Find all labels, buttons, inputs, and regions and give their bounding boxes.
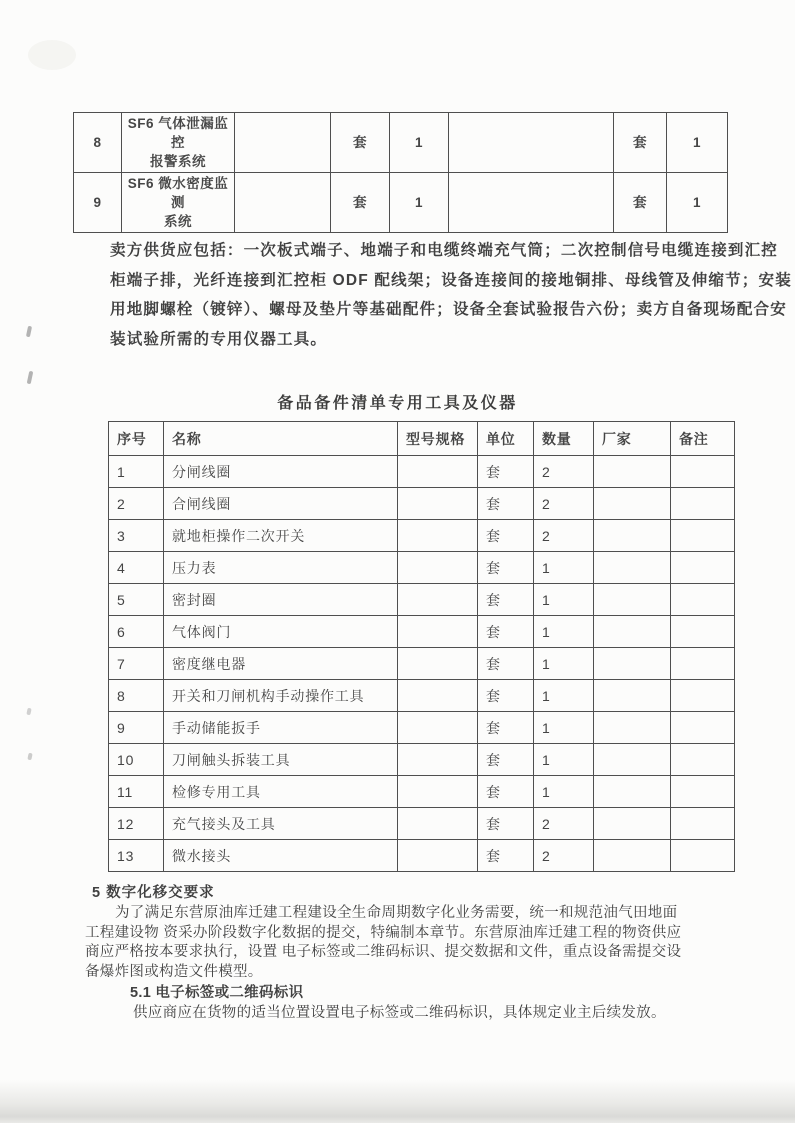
- tools-table-title: 备品备件清单专用工具及仪器: [277, 395, 518, 412]
- cell-model: [398, 808, 478, 840]
- cell-model: [398, 648, 478, 680]
- cell-qty: 1: [534, 584, 594, 616]
- cell-unit: 套: [331, 113, 390, 173]
- tools-table-body: [109, 456, 735, 872]
- cell-no: 13: [109, 840, 164, 872]
- cell-no: 2: [109, 488, 164, 520]
- cell-no: 7: [109, 648, 164, 680]
- cell-vendor: [594, 712, 671, 744]
- cell-no: 8: [74, 113, 122, 173]
- cell-name: 检修专用工具: [164, 776, 398, 808]
- section-5: [85, 883, 750, 1023]
- cell-note: [671, 584, 735, 616]
- table-row: [109, 776, 735, 808]
- cell-qty: 2: [534, 520, 594, 552]
- cell-note: [671, 680, 735, 712]
- header-cell: 厂家: [594, 422, 671, 456]
- smudge-mark: [28, 40, 76, 70]
- cell-vendor: [594, 744, 671, 776]
- cell-no: 4: [109, 552, 164, 584]
- table-row: [74, 173, 728, 233]
- cell-no: 3: [109, 520, 164, 552]
- cell-vendor: [594, 840, 671, 872]
- paragraph-line: 为了满足东营原油库迁建工程建设全生命周期数字化业务需要，统一和规范油气田地面: [115, 905, 678, 921]
- continued-equipment-table: [73, 112, 728, 233]
- name-line: SF6 气体泄漏监控: [127, 116, 229, 150]
- cell-vendor: [594, 552, 671, 584]
- cell-extra: [449, 173, 614, 233]
- header-cell: 序号: [109, 422, 164, 456]
- paragraph-line: 柜端子排，光纤连接到汇控柜 ODF 配线架；设备连接间的接地铜排、母线管及伸缩节；安装: [110, 271, 792, 289]
- cell-model: [398, 712, 478, 744]
- cell-unit: 套: [478, 744, 534, 776]
- section-5-1-body: 供应商应在货物的适当位置设置电子标签或二维码标识，具体规定业主后续发放。: [133, 1005, 666, 1021]
- table-row: [109, 616, 735, 648]
- continued-table-body: [74, 113, 728, 233]
- cell-note: [671, 520, 735, 552]
- cell-vendor: [594, 776, 671, 808]
- cell-unit: 套: [478, 712, 534, 744]
- pencil-mark: [27, 753, 32, 761]
- paragraph-line: 工程建设物 资采办阶段数字化数据的提交，特编制本章节。东营原油库迁建工程的物资供应: [85, 924, 682, 941]
- cell-name: 密封圈: [164, 584, 398, 616]
- cell-vendor: [594, 456, 671, 488]
- cell-model: [398, 520, 478, 552]
- cell-vendor: [594, 808, 671, 840]
- cell-vendor: [594, 616, 671, 648]
- cell-no: 10: [109, 744, 164, 776]
- cell-unit: 套: [478, 584, 534, 616]
- cell-unit: 套: [478, 488, 534, 520]
- cell-name: [122, 173, 235, 233]
- cell-name: [122, 113, 235, 173]
- header-cell: 名称: [164, 422, 398, 456]
- header-cell: 单位: [478, 422, 534, 456]
- cell-qty: 1: [390, 113, 449, 173]
- table-row: [109, 520, 735, 552]
- cell-qty: 2: [534, 808, 594, 840]
- section-5-body: [85, 904, 750, 982]
- cell-unit: 套: [478, 616, 534, 648]
- cell-no: 1: [109, 456, 164, 488]
- section-5-1-heading: 5.1 电子标签或二维码标识: [130, 985, 304, 1001]
- cell-model: [398, 584, 478, 616]
- table-row: [109, 712, 735, 744]
- pencil-mark: [27, 371, 34, 385]
- pencil-mark: [26, 708, 31, 716]
- cell-model: [398, 840, 478, 872]
- cell-unit: 套: [478, 840, 534, 872]
- table-row: [109, 648, 735, 680]
- cell-no: 12: [109, 808, 164, 840]
- cell-qty: 1: [534, 552, 594, 584]
- header-cell: 数量: [534, 422, 594, 456]
- table-row: [109, 680, 735, 712]
- cell-vendor: [594, 520, 671, 552]
- header-cell: 型号规格: [398, 422, 478, 456]
- cell-name: 就地柜操作二次开关: [164, 520, 398, 552]
- cell-vendor: [594, 488, 671, 520]
- cell-name: 压力表: [164, 552, 398, 584]
- cell-model: [398, 616, 478, 648]
- tools-table: [108, 421, 735, 872]
- cell-no: 11: [109, 776, 164, 808]
- table-row: [109, 840, 735, 872]
- cell-qty: 1: [534, 776, 594, 808]
- table-row: [109, 744, 735, 776]
- cell-unit: 套: [478, 648, 534, 680]
- cell-unit: 套: [478, 776, 534, 808]
- header-cell: 备注: [671, 422, 735, 456]
- table-row: [109, 456, 735, 488]
- table-row: [74, 113, 728, 173]
- cell-model: [235, 173, 331, 233]
- cell-unit: 套: [478, 552, 534, 584]
- cell-note: [671, 808, 735, 840]
- cell-qty: 1: [534, 744, 594, 776]
- supply-scope-paragraph: [110, 236, 792, 355]
- cell-note: [671, 488, 735, 520]
- cell-note: [671, 712, 735, 744]
- cell-qty: 2: [534, 488, 594, 520]
- paragraph-line: 用地脚螺栓（镀锌）、螺母及垫片等基础配件；设备全套试验报告六份；卖方自备现场配合安: [110, 301, 787, 319]
- name-line: 报警系统: [150, 154, 206, 169]
- cell-name: 合闸线圈: [164, 488, 398, 520]
- name-line: 系统: [164, 214, 192, 229]
- cell-model: [398, 552, 478, 584]
- cell-vendor: [594, 648, 671, 680]
- cell-no: 9: [109, 712, 164, 744]
- table-row: [109, 584, 735, 616]
- cell-name: 微水接头: [164, 840, 398, 872]
- paragraph-line: 装试验所需的专用仪器工具。: [110, 331, 328, 349]
- cell-note: [671, 776, 735, 808]
- cell-name: 手动储能扳手: [164, 712, 398, 744]
- cell-unit: 套: [478, 456, 534, 488]
- cell-note: [671, 616, 735, 648]
- cell-qty: 2: [534, 456, 594, 488]
- cell-no: 6: [109, 616, 164, 648]
- cell-extra: [449, 113, 614, 173]
- cell-no: 5: [109, 584, 164, 616]
- table-row: [109, 808, 735, 840]
- cell-name: 开关和刀闸机构手动操作工具: [164, 680, 398, 712]
- cell-no: 9: [74, 173, 122, 233]
- cell-qty: 1: [390, 173, 449, 233]
- paragraph-line: 卖方供货应包括：一次板式端子、地端子和电缆终端充气筒；二次控制信号电缆连接到汇控: [110, 242, 779, 259]
- cell-no: 8: [109, 680, 164, 712]
- cell-model: [398, 680, 478, 712]
- cell-model: [235, 113, 331, 173]
- cell-unit: 套: [478, 520, 534, 552]
- cell-note: [671, 744, 735, 776]
- cell-model: [398, 488, 478, 520]
- paragraph-line: 商应严格按本要求执行，设置 电子标签或二维码标识、提交数据和文件，重点设备需提交设: [85, 944, 682, 960]
- cell-model: [398, 744, 478, 776]
- cell-unit2: 套: [614, 173, 667, 233]
- scan-shadow: [0, 1080, 795, 1123]
- cell-qty2: 1: [667, 173, 728, 233]
- cell-vendor: [594, 584, 671, 616]
- cell-name: 刀闸触头拆装工具: [164, 744, 398, 776]
- cell-name: 气体阀门: [164, 616, 398, 648]
- cell-name: 密度继电器: [164, 648, 398, 680]
- cell-note: [671, 648, 735, 680]
- cell-unit: 套: [478, 680, 534, 712]
- cell-unit2: 套: [614, 113, 667, 173]
- pencil-mark: [26, 326, 32, 338]
- cell-name: 分闸线圈: [164, 456, 398, 488]
- cell-vendor: [594, 680, 671, 712]
- tools-table-header-row: [109, 422, 735, 456]
- cell-qty: 1: [534, 712, 594, 744]
- cell-unit: 套: [331, 173, 390, 233]
- table-row: [109, 552, 735, 584]
- cell-note: [671, 552, 735, 584]
- cell-note: [671, 840, 735, 872]
- cell-unit: 套: [478, 808, 534, 840]
- cell-qty: 1: [534, 648, 594, 680]
- cell-qty: 1: [534, 616, 594, 648]
- cell-model: [398, 776, 478, 808]
- cell-qty2: 1: [667, 113, 728, 173]
- cell-name: 充气接头及工具: [164, 808, 398, 840]
- cell-qty: 1: [534, 680, 594, 712]
- cell-model: [398, 456, 478, 488]
- section-5-heading: 5 数字化移交要求: [92, 885, 215, 901]
- table-row: [109, 488, 735, 520]
- cell-qty: 2: [534, 840, 594, 872]
- paragraph-line: 备爆炸图或构造文件模型。: [85, 963, 263, 980]
- cell-note: [671, 456, 735, 488]
- name-line: SF6 微水密度监测: [127, 176, 229, 210]
